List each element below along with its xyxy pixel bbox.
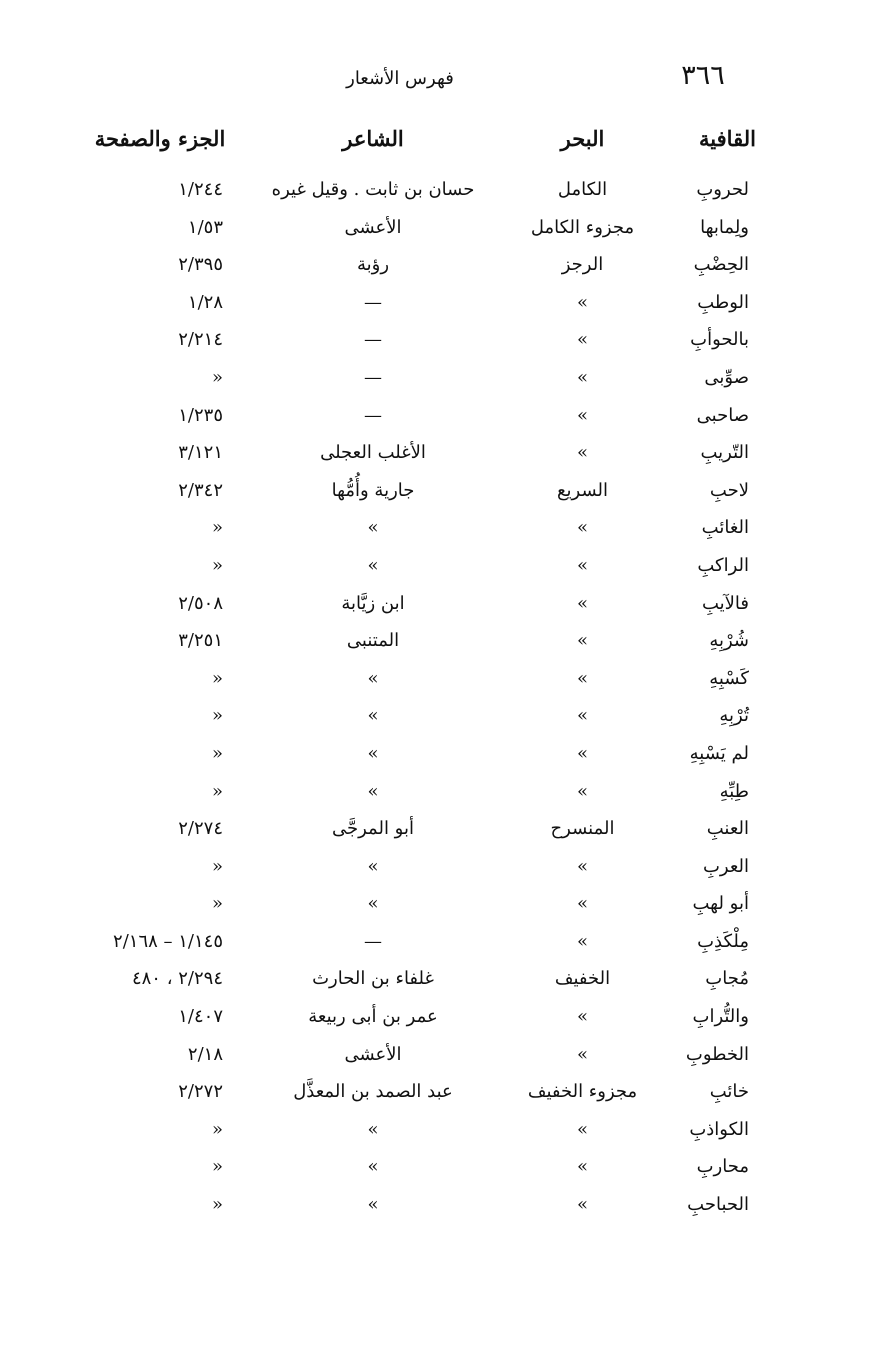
rhyme-cell: فالآيبِ bbox=[701, 592, 749, 614]
table-row bbox=[0, 701, 885, 739]
poet-cell: » bbox=[367, 855, 379, 877]
volume-page-cell: » bbox=[211, 517, 223, 539]
rhyme-cell: والتُّرابِ bbox=[692, 1006, 749, 1028]
poet-cell: » bbox=[367, 1194, 379, 1216]
meter-cell: » bbox=[576, 780, 588, 802]
table-row bbox=[0, 250, 885, 288]
volume-page-cell: ٣/١٢١ bbox=[178, 442, 223, 464]
column-header-poet: الشاعر bbox=[342, 126, 404, 151]
table-row bbox=[0, 513, 885, 551]
meter-cell: » bbox=[576, 667, 588, 689]
poet-cell: » bbox=[367, 705, 379, 727]
meter-cell: المنسرح bbox=[550, 818, 615, 840]
column-header-rhyme: القافية bbox=[699, 126, 756, 151]
poet-cell: الأغلب العجلى bbox=[320, 442, 426, 464]
table-row bbox=[0, 1152, 885, 1190]
meter-cell: الكامل bbox=[557, 179, 608, 200]
column-header-volume-page: الجزء والصفحة bbox=[94, 126, 226, 151]
column-header-meter: البحر bbox=[560, 126, 605, 151]
poet-cell: رؤبة bbox=[356, 254, 390, 276]
table-row bbox=[0, 626, 885, 664]
rhyme-cell: صوِّبى bbox=[704, 366, 749, 388]
meter-cell: » bbox=[576, 893, 588, 915]
table-row bbox=[0, 1190, 885, 1228]
rhyme-cell: خائبِ bbox=[709, 1081, 749, 1103]
poet-cell: — bbox=[364, 329, 382, 351]
rhyme-cell: مُجابِ bbox=[705, 968, 749, 990]
poet-cell: الأعشى bbox=[344, 1043, 402, 1065]
volume-page-cell: ١/٢٨ bbox=[187, 291, 223, 313]
volume-page-cell: » bbox=[211, 1194, 223, 1216]
volume-page-cell: ٢/٣٤٢ bbox=[178, 479, 223, 501]
rhyme-cell: طِبِّهِ bbox=[719, 780, 749, 802]
meter-cell: الخفيف bbox=[554, 968, 611, 990]
meter-cell: » bbox=[576, 442, 588, 464]
meter-cell: » bbox=[576, 930, 588, 952]
poet-cell: » bbox=[367, 517, 379, 539]
meter-cell: مجزوء الكامل bbox=[530, 216, 635, 238]
meter-cell: » bbox=[576, 404, 588, 426]
meter-cell: » bbox=[576, 1006, 588, 1028]
volume-page-cell: ٣/٢٥١ bbox=[178, 630, 223, 652]
meter-cell: » bbox=[576, 592, 588, 614]
poet-cell: الأعشى bbox=[344, 216, 402, 238]
poet-cell: » bbox=[367, 1118, 379, 1140]
table-row bbox=[0, 777, 885, 815]
volume-page-cell: ٢/٢٧٤ bbox=[178, 818, 223, 840]
meter-cell: » bbox=[576, 705, 588, 727]
meter-cell: » bbox=[576, 291, 588, 313]
page-title: فهرس الأشعار bbox=[346, 68, 454, 89]
volume-page-cell: ١/١٤٥ – ٢/١٦٨ bbox=[113, 930, 223, 952]
poet-cell: جارية وأُمُّها bbox=[331, 479, 415, 501]
meter-cell: » bbox=[576, 1194, 588, 1216]
table-row bbox=[0, 889, 885, 927]
poet-cell: عبد الصمد بن المعذَّل bbox=[293, 1081, 453, 1103]
meter-cell: مجزوء الخفيف bbox=[527, 1081, 638, 1103]
table-row bbox=[0, 1115, 885, 1153]
rhyme-cell: كَسْبِهِ bbox=[709, 667, 749, 689]
meter-cell: » bbox=[576, 1118, 588, 1140]
poet-cell: » bbox=[367, 1156, 379, 1178]
volume-page-cell: » bbox=[211, 366, 223, 388]
volume-page-cell: » bbox=[211, 742, 223, 764]
rhyme-cell: تُرْبِهِ bbox=[719, 705, 749, 727]
meter-cell: » bbox=[576, 630, 588, 652]
rhyme-cell: العنبِ bbox=[706, 818, 749, 840]
meter-cell: » bbox=[576, 329, 588, 351]
poet-cell: » bbox=[367, 667, 379, 689]
meter-cell: » bbox=[576, 554, 588, 576]
volume-page-cell: ٢/٣٩٥ bbox=[178, 254, 223, 276]
poet-cell: غلفاء بن الحارث bbox=[312, 968, 434, 990]
rhyme-cell: بالحوأبِ bbox=[690, 329, 749, 351]
index-table bbox=[0, 175, 885, 1228]
table-row bbox=[0, 964, 885, 1002]
table-row bbox=[0, 927, 885, 965]
poet-cell: — bbox=[364, 291, 382, 313]
rhyme-cell: محاربِ bbox=[696, 1156, 749, 1178]
volume-page-cell: » bbox=[211, 855, 223, 877]
rhyme-cell: التّريبِ bbox=[700, 442, 749, 464]
rhyme-cell: الحباحبِ bbox=[687, 1194, 749, 1216]
volume-page-cell: ٢/٥٠٨ bbox=[178, 592, 223, 614]
poet-cell: — bbox=[364, 366, 382, 388]
rhyme-cell: لحروبِ bbox=[696, 179, 749, 200]
volume-page-cell: ١/٢٣٥ bbox=[178, 404, 223, 426]
meter-cell: » bbox=[576, 742, 588, 764]
poet-cell: المتنبى bbox=[346, 630, 400, 652]
meter-cell: الرجز bbox=[561, 254, 604, 276]
volume-page-cell: » bbox=[211, 554, 223, 576]
rhyme-cell: الخطوبِ bbox=[685, 1043, 749, 1065]
poet-cell: » bbox=[367, 742, 379, 764]
table-row bbox=[0, 363, 885, 401]
poet-cell: — bbox=[364, 930, 382, 952]
table-row bbox=[0, 438, 885, 476]
table-row bbox=[0, 476, 885, 514]
poet-cell: » bbox=[367, 780, 379, 802]
volume-page-cell: ١/٥٣ bbox=[187, 216, 223, 238]
volume-page-cell: » bbox=[211, 705, 223, 727]
rhyme-cell: الحِضْبِ bbox=[693, 254, 749, 276]
volume-page-cell: ١/٤٠٧ bbox=[178, 1006, 223, 1028]
meter-cell: » bbox=[576, 366, 588, 388]
poet-cell: أبو المرجَّى bbox=[332, 818, 414, 840]
poet-cell: — bbox=[364, 404, 382, 426]
rhyme-cell: الراكبِ bbox=[697, 554, 749, 576]
table-row bbox=[0, 589, 885, 627]
rhyme-cell: شُرْبِهِ bbox=[709, 630, 749, 652]
poet-cell: » bbox=[367, 893, 379, 915]
poet-cell: عمر بن أبى ربيعة bbox=[308, 1006, 438, 1028]
meter-cell: » bbox=[576, 517, 588, 539]
volume-page-cell: ٢/٢٩٤ ، ٤٨٠ bbox=[131, 968, 223, 990]
table-row bbox=[0, 1077, 885, 1115]
rhyme-cell: ولِمابها bbox=[700, 216, 749, 238]
poet-cell: » bbox=[367, 554, 379, 576]
rhyme-cell: الغائبِ bbox=[701, 517, 749, 539]
rhyme-cell: الوطبِ bbox=[697, 291, 749, 313]
table-row bbox=[0, 288, 885, 326]
rhyme-cell: لم يَسْبِهِ bbox=[689, 742, 749, 764]
table-row bbox=[0, 401, 885, 439]
poet-cell: حسان بن ثابت . وقيل غيره bbox=[271, 179, 475, 200]
table-row bbox=[0, 739, 885, 777]
volume-page-cell: » bbox=[211, 780, 223, 802]
volume-page-cell: ١/٢٤٤ bbox=[178, 179, 223, 200]
volume-page-cell: » bbox=[211, 893, 223, 915]
volume-page-cell: ٢/١٨ bbox=[187, 1043, 223, 1065]
table-row bbox=[0, 175, 885, 213]
rhyme-cell: أبو لهبِ bbox=[692, 893, 749, 915]
rhyme-cell: صاحبى bbox=[696, 404, 749, 426]
rhyme-cell: العربِ bbox=[702, 855, 749, 877]
rhyme-cell: لاحبِ bbox=[709, 479, 749, 501]
page-number: ٣٦٦ bbox=[681, 60, 725, 91]
volume-page-cell: » bbox=[211, 1118, 223, 1140]
meter-cell: » bbox=[576, 1043, 588, 1065]
meter-cell: السريع bbox=[556, 479, 609, 501]
volume-page-cell: ٢/٢٧٢ bbox=[178, 1081, 223, 1103]
rhyme-cell: الكواذبِ bbox=[689, 1118, 749, 1140]
volume-page-cell: » bbox=[211, 667, 223, 689]
table-row bbox=[0, 1002, 885, 1040]
poet-cell: ابن زيَّابة bbox=[341, 592, 405, 614]
table-row bbox=[0, 814, 885, 852]
rhyme-cell: مِلْكَذِبِ bbox=[697, 930, 749, 952]
meter-cell: » bbox=[576, 855, 588, 877]
volume-page-cell: » bbox=[211, 1156, 223, 1178]
volume-page-cell: ٢/٢١٤ bbox=[178, 329, 223, 351]
table-row bbox=[0, 664, 885, 702]
table-row bbox=[0, 213, 885, 251]
meter-cell: » bbox=[576, 1156, 588, 1178]
table-row bbox=[0, 551, 885, 589]
table-row bbox=[0, 1040, 885, 1078]
table-row bbox=[0, 852, 885, 890]
table-row bbox=[0, 325, 885, 363]
